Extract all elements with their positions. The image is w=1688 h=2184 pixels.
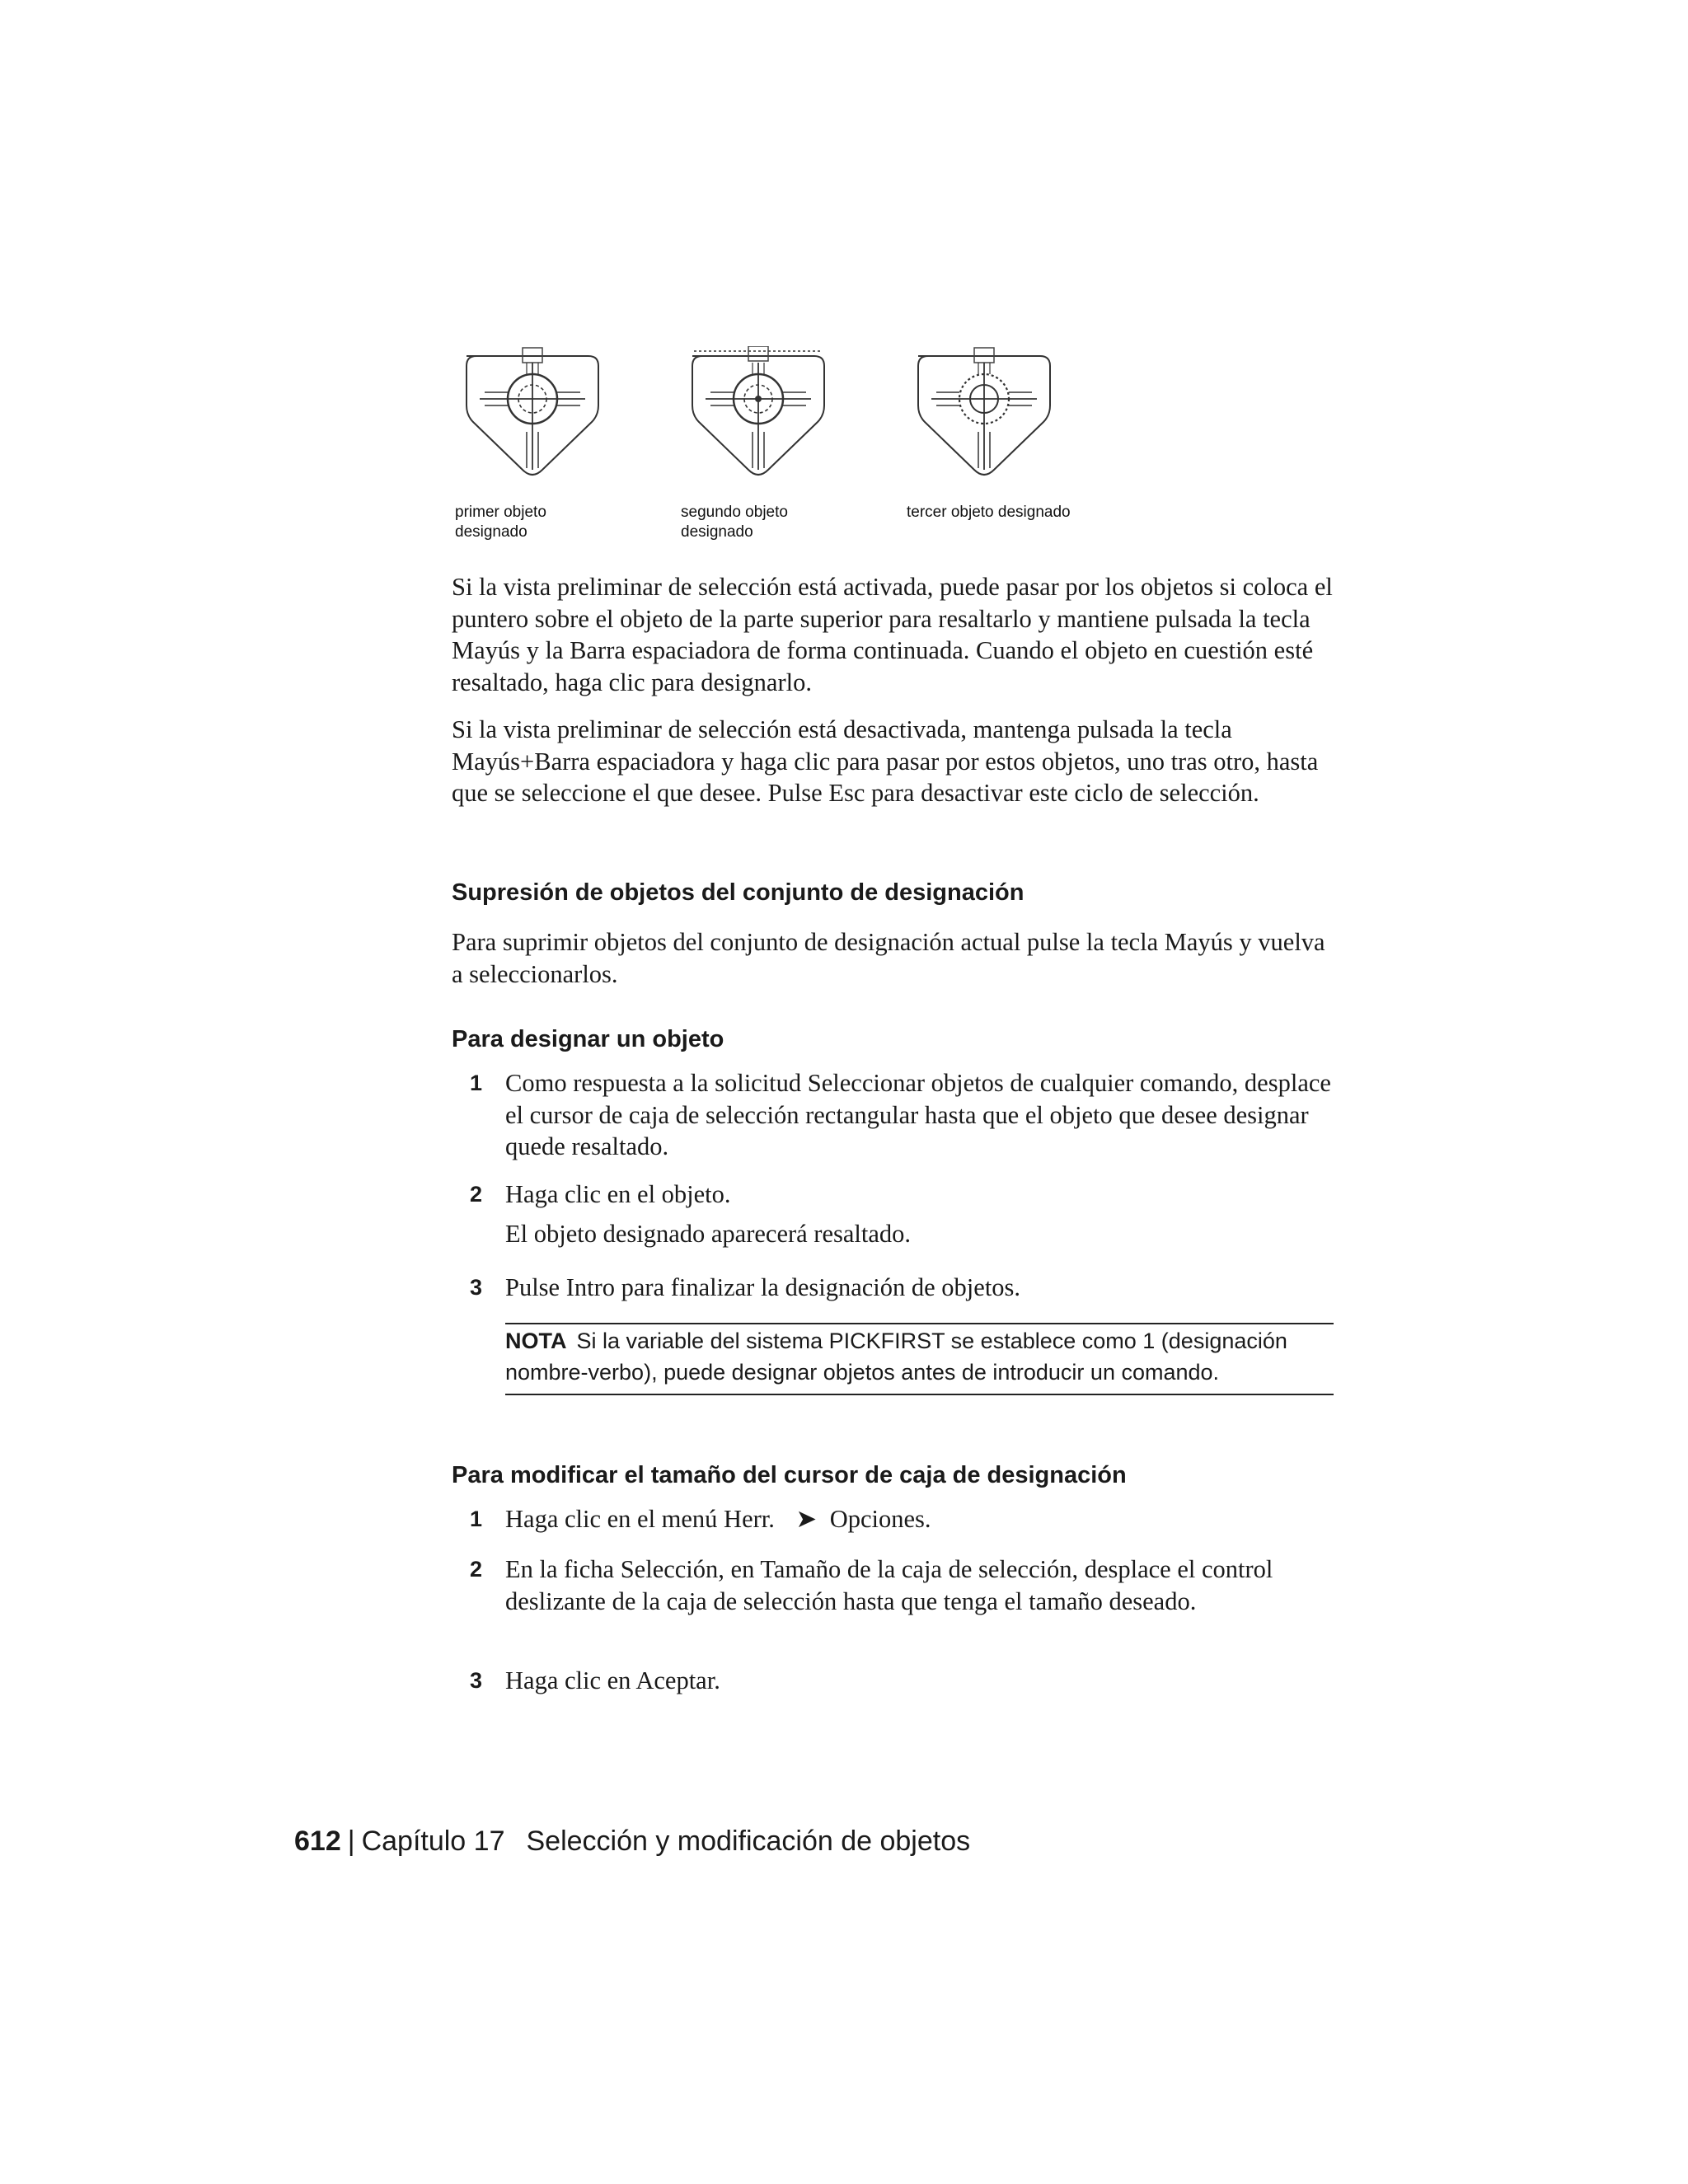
step-number: 3 xyxy=(470,1668,483,1693)
figure-panel-first-object xyxy=(452,346,608,541)
caption-line: primer objeto xyxy=(455,504,546,521)
caption-line: tercer objeto designado xyxy=(907,504,1071,521)
chapter-title: Selección y modificación de objetos xyxy=(526,1825,971,1857)
overlapping-objects-drawing xyxy=(678,346,834,494)
page-footer xyxy=(294,1824,970,1858)
caption-third-object xyxy=(907,503,1121,523)
footer-separator: | xyxy=(347,1825,355,1857)
caption-line: designado xyxy=(455,523,528,541)
caption-line: segundo objeto xyxy=(681,504,788,521)
overlapping-objects-drawing xyxy=(903,346,1060,494)
caption-first-object xyxy=(455,503,669,542)
paragraph-preview-off: Si la vista preliminar de selección está desactivada, mantenga pulsada la tecla Mayús+Barra espaciadora y haga clic para pasar por estos objetos, uno tras otro, hasta que se seleccione el que desee. Pulse Esc para desactivar este ciclo de selección. xyxy=(452,715,1319,807)
paragraph-remove-objects: Para suprimir objetos del conjunto de designación actual pulse la tecla Mayús y vuelva a seleccionarlos. xyxy=(452,928,1325,988)
heading-remove-objects: Supresión de objetos del conjunto de designación xyxy=(452,879,1025,906)
figure-panel-second-object xyxy=(678,346,834,541)
step-result-text: El objeto designado aparecerá resaltado. xyxy=(505,1220,912,1248)
step-text: Pulse Intro para finalizar la designación de objetos. xyxy=(505,1273,1021,1301)
paragraph-preview-on: Si la vista preliminar de selección está activada, puede pasar por los objetos si coloca el puntero sobre el objeto de la parte superior para resaltarlo y mantiene pulsada la tecla Mayús y la Barra espaciadora de forma continuada. Cuando el objeto en cuestión esté resaltado, haga clic para designarlo. xyxy=(452,573,1333,696)
step-text: En la ficha Selección, en Tamaño de la caja de selección, desplace el control deslizante de la caja de selección hasta que tenga el tamaño deseado. xyxy=(505,1555,1273,1615)
page-number: 612 xyxy=(294,1825,341,1857)
note-box xyxy=(505,1323,1334,1395)
selection-cycling-figure xyxy=(452,346,1111,552)
figure-panel-third-object xyxy=(903,346,1071,521)
note-text: Si la variable del sistema PICKFIRST se establece como 1 (designación nombre-verbo), puede designar objetos antes de introducir un comando. xyxy=(505,1329,1287,1385)
step-number: 1 xyxy=(470,1071,483,1095)
note-label: NOTA xyxy=(505,1329,567,1353)
heading-modify-cursor-size: Para modificar el tamaño del cursor de caja de designación xyxy=(452,1462,1127,1488)
step-text: Como respuesta a la solicitud Seleccionar objetos de cualquier comando, desplace el cursor de caja de selección rectangular hasta que el objeto que desee designar quede resaltado. xyxy=(505,1069,1331,1160)
overlapping-objects-drawing xyxy=(452,346,608,494)
step-number: 2 xyxy=(470,1182,483,1207)
caption-line: designado xyxy=(681,523,753,541)
step-number: 3 xyxy=(470,1275,483,1300)
caption-second-object xyxy=(681,503,895,542)
step-text-option: Opciones. xyxy=(829,1505,931,1533)
step-text: Haga clic en Aceptar. xyxy=(505,1666,720,1694)
step-number: 1 xyxy=(470,1507,483,1531)
heading-designate-object: Para designar un objeto xyxy=(452,1026,724,1052)
step-text: Haga clic en el objeto. xyxy=(505,1180,731,1208)
step-number: 2 xyxy=(470,1557,483,1582)
arrow-right-icon: ➤ xyxy=(795,1505,818,1533)
step-text-menu: Haga clic en el menú Herr. xyxy=(505,1505,775,1533)
chapter-label: Capítulo 17 xyxy=(361,1825,505,1857)
step-text xyxy=(505,1503,1346,1535)
